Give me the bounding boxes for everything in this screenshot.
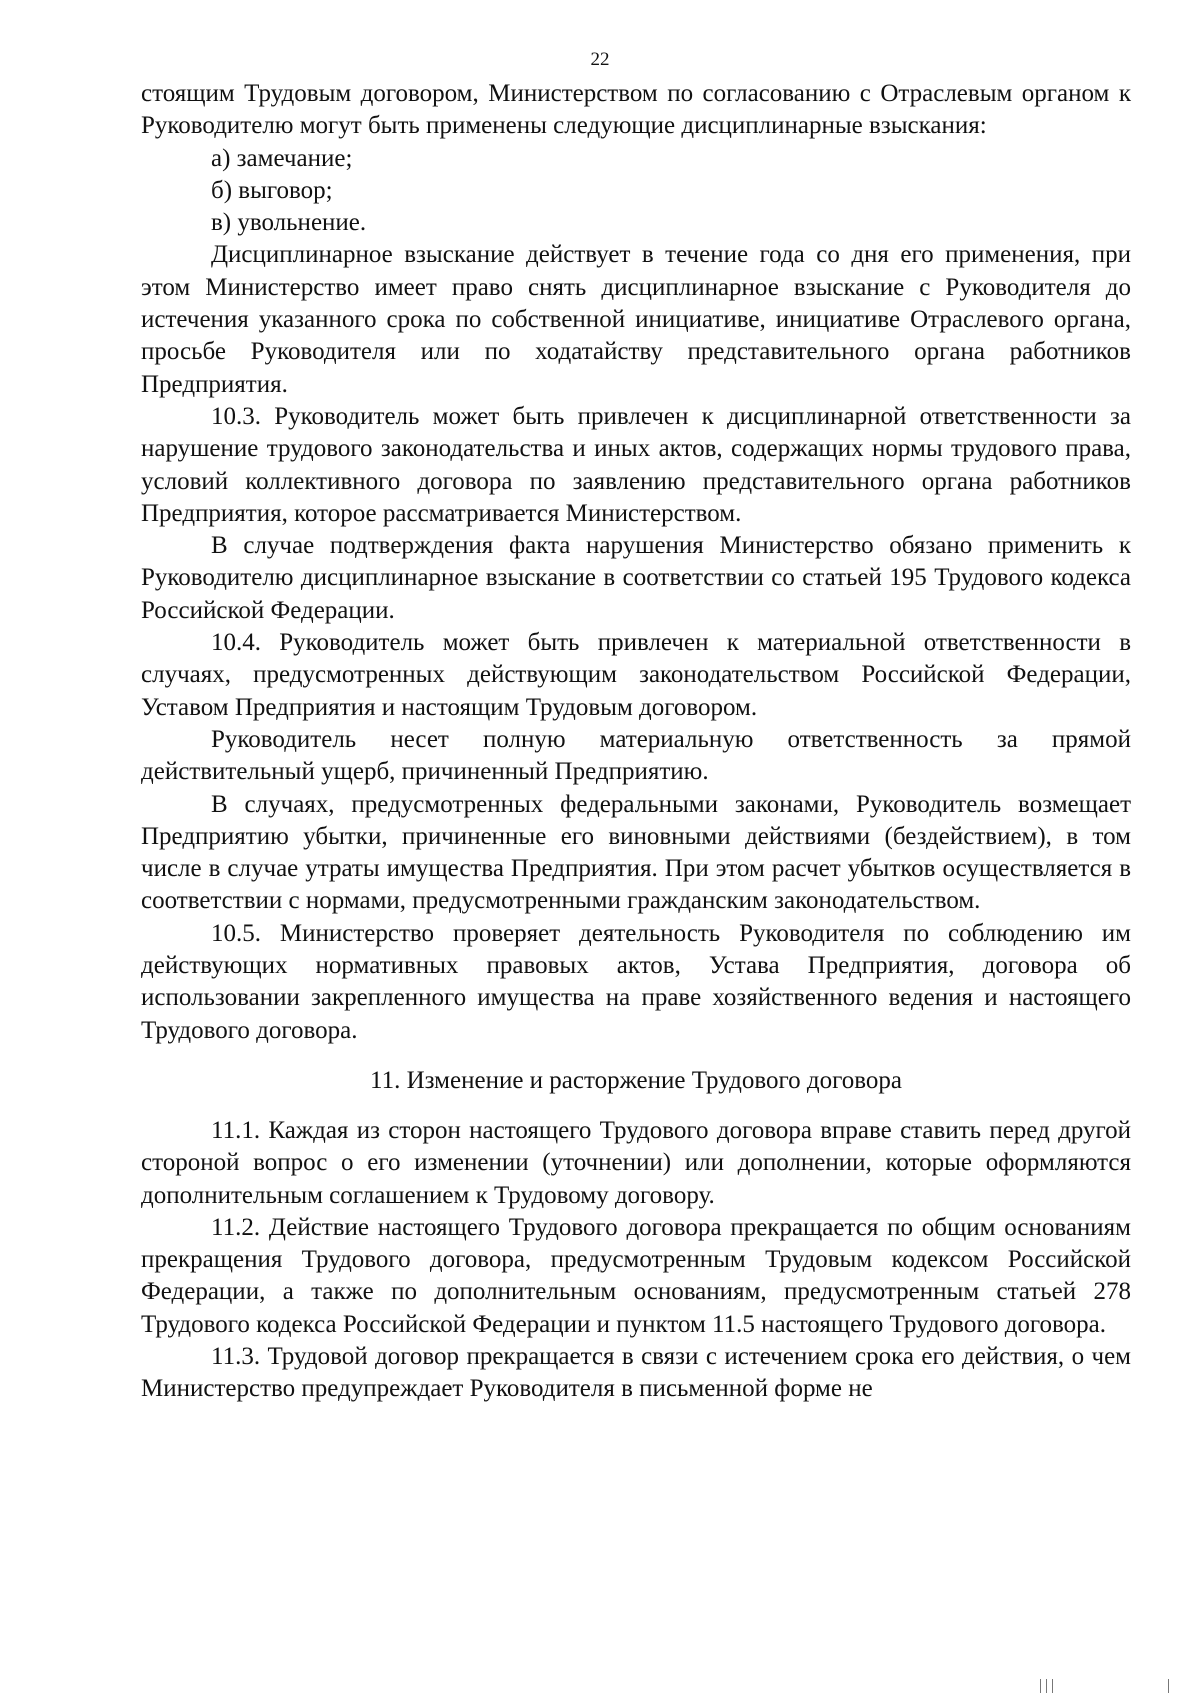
page-number: 22 <box>590 49 610 70</box>
paragraphs-before <box>141 78 1131 1047</box>
paragraph: В случае подтверждения факта нарушения Министерство обязано применить к Руководителю дисциплинарное взыскание в соответствии со статьей 195 Трудового кодекса Российской Федерации. <box>141 532 1131 624</box>
document-body <box>141 78 1131 1406</box>
paragraph: а) замечание; <box>211 144 353 172</box>
scan-mark <box>1046 1679 1047 1693</box>
paragraph: стоящим Трудовым договором, Министерством по согласованию с Отраслевым органом к Руководителю могут быть применены следующие дисциплинарные взыскания: <box>141 80 1131 140</box>
paragraph: 10.5. Министерство проверяет деятельность Руководителя по соблюдению им действующих нормативных правовых актов, Устава Предприятия, договора об использовании закрепленного имущества на праве хозяйственного ведения и настоящего Трудового договора. <box>141 919 1131 1044</box>
paragraph: Дисциплинарное взыскание действует в течение года со дня его применения, при этом Министерство имеет право снять дисциплинарное взыскание с Руководителя до истечения указанного срока по собственной инициативе, инициативе Отраслевого органа, просьбе Руководителя или по ходатайству представительного органа работников Предприятия. <box>141 241 1131 398</box>
scan-mark <box>1040 1679 1041 1693</box>
paragraph: в) увольнение. <box>211 209 367 237</box>
paragraph: 11.2. Действие настоящего Трудового договора прекращается по общим основаниям прекращения Трудового договора, предусмотренным Трудовым кодексом Российской Федерации, а также по дополнительным основаниям, предусмотренным статьей 278 Трудового кодекса Российской Федерации и пунктом 11.5 настоящего Трудового договора. <box>141 1213 1131 1338</box>
scan-mark <box>1168 1679 1169 1693</box>
scan-mark <box>1052 1679 1053 1693</box>
paragraphs-after <box>141 1115 1131 1406</box>
paragraph: 11.1. Каждая из сторон настоящего Трудового договора вправе ставить перед другой стороной вопрос о его изменении (уточнении) или дополнении, которые оформляются дополнительным соглашением к Трудовому договору. <box>141 1116 1131 1209</box>
paragraph: 11.3. Трудовой договор прекращается в связи с истечением срока его действия, о чем Министерство предупреждает Руководителя в письменной форме не <box>141 1342 1131 1403</box>
paragraph: 10.3. Руководитель может быть привлечен к дисциплинарной ответственности за нарушение трудового законодательства и иных актов, содержащих нормы трудового права, условий коллективного договора по заявлению представительного органа работников Предприятия, которое рассматривается Министерством. <box>141 402 1131 527</box>
paragraph: Руководитель несет полную материальную ответственность за прямой действительный ущерб, причиненный Предприятию. <box>141 725 1131 786</box>
paragraph: 10.4. Руководитель может быть привлечен к материальной ответственности в случаях, предусмотренных действующим законодательством Российской Федерации, Уставом Предприятия и настоящим Трудовым договором. <box>141 629 1131 721</box>
paragraph: В случаях, предусмотренных федеральными законами, Руководитель возмещает Предприятию убытки, причиненные его виновными действиями (бездействием), в том числе в случае утраты имущества Предприятия. При этом расчет убытков осуществляется в соответствии с нормами, предусмотренными гражданским законодательством. <box>141 790 1131 915</box>
paragraph: б) выговор; <box>211 176 333 204</box>
section-heading: 11. Изменение и расторжение Трудового договора <box>370 1066 902 1094</box>
